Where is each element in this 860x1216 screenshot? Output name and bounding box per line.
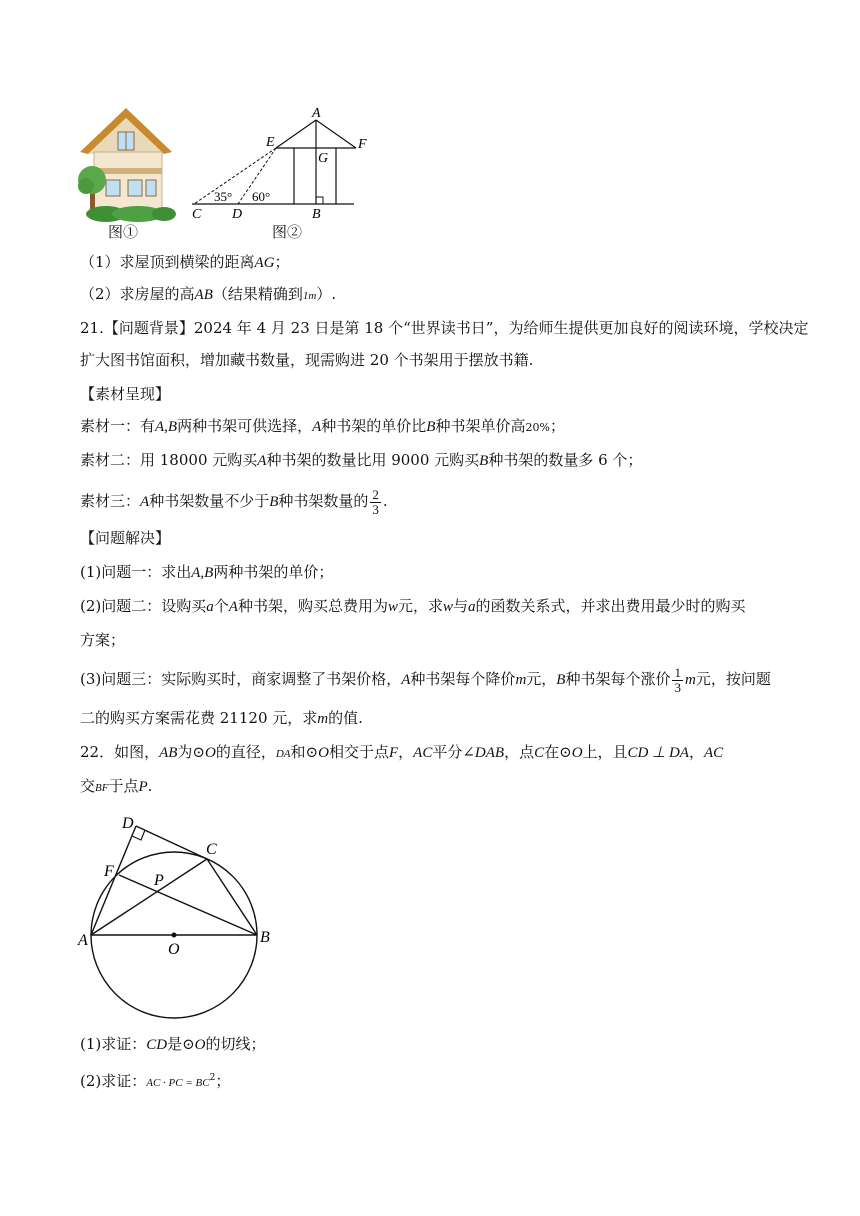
label-F: F — [358, 137, 367, 152]
material-3: 素材三：A种书架数量不少于B种书架数量的 $\frac{2}{3}$ . — [80, 486, 388, 517]
fraction-two-thirds: $\frac{2}{3}$ — [372, 486, 379, 517]
material-2: 素材二：用 18000 元购买A种书架的数量比用 9000 元购买B种书架的数量多 6 个； — [80, 451, 643, 469]
label-C: C — [206, 841, 217, 858]
label-P: P — [154, 872, 164, 889]
q21-line1: 21.【问题背景】2024 年 4 月 23 日是第 18 个“世界读书日”，为给师生提供更加良好的阅读环境，学校决定 — [80, 319, 809, 337]
q21-line2: 扩大图书馆面积，增加藏书数量，现需购进 20 个书架用于摆放书籍. — [80, 351, 534, 369]
label-A: A — [78, 932, 88, 949]
material-header: 【素材呈现】 — [80, 385, 171, 403]
label-C: C — [192, 207, 202, 222]
solve-header: 【问题解决】 — [80, 529, 171, 547]
q20-part1: （1）求屋顶到横梁的距离AG； — [80, 253, 290, 271]
q22-line2: 交BF于点P. — [80, 777, 153, 795]
label-F: F — [104, 863, 114, 880]
question-2: (2)问题二：设购买a个A种书架，购买总费用为w元，求w与a的函数关系式，并求出费用最少时的购买 — [80, 597, 746, 615]
label-O: O — [168, 941, 180, 958]
figure-2-diagram — [186, 102, 376, 224]
q22-part2: (2)求证：AC · PC = $BC^2$； — [80, 1072, 231, 1090]
material-1: 素材一：有A,B两种书架可供选择，A种书架的单价比B种书架单价高20%； — [80, 417, 565, 435]
fraction-one-third: $\frac{1}{3}$ — [674, 664, 681, 695]
question-3-cont: 二的购买方案需花费 21120 元，求m的值. — [80, 709, 363, 727]
house-illustration — [76, 104, 176, 222]
figure-2-caption: 图② — [272, 223, 303, 241]
label-B: B — [312, 207, 321, 222]
figure-1-caption: 图① — [108, 223, 139, 241]
angle-35-label: 35° — [214, 189, 233, 204]
q22-line1: 22．如图，AB为⊙O的直径，DA和⊙O相交于点F，AC平分∠DAB，点C在⊙O上，且CD ⊥ DA，AC — [80, 743, 724, 761]
question-1: (1)问题一：求出A,B两种书架的单价； — [80, 563, 334, 581]
label-D: D — [232, 207, 243, 222]
circle-diagram — [70, 806, 290, 1026]
label-G: G — [318, 151, 329, 166]
q20-part2: （2）求房屋的高AB（结果精确到1m）. — [80, 285, 337, 303]
question-3: (3)问题三：实际购买时，商家调整了书架价格，A种书架每个降价m元，B种书架每个涨价 $\frac{1}{3}$ m元，按问题 — [80, 664, 771, 695]
label-B: B — [260, 929, 270, 946]
label-E: E — [266, 135, 275, 150]
question-2-cont: 方案； — [80, 631, 126, 649]
q22-part1: (1)求证：CD是⊙O的切线； — [80, 1035, 266, 1053]
label-D: D — [122, 815, 134, 832]
angle-60-label: 60° — [252, 189, 271, 204]
label-A: A — [312, 106, 321, 121]
